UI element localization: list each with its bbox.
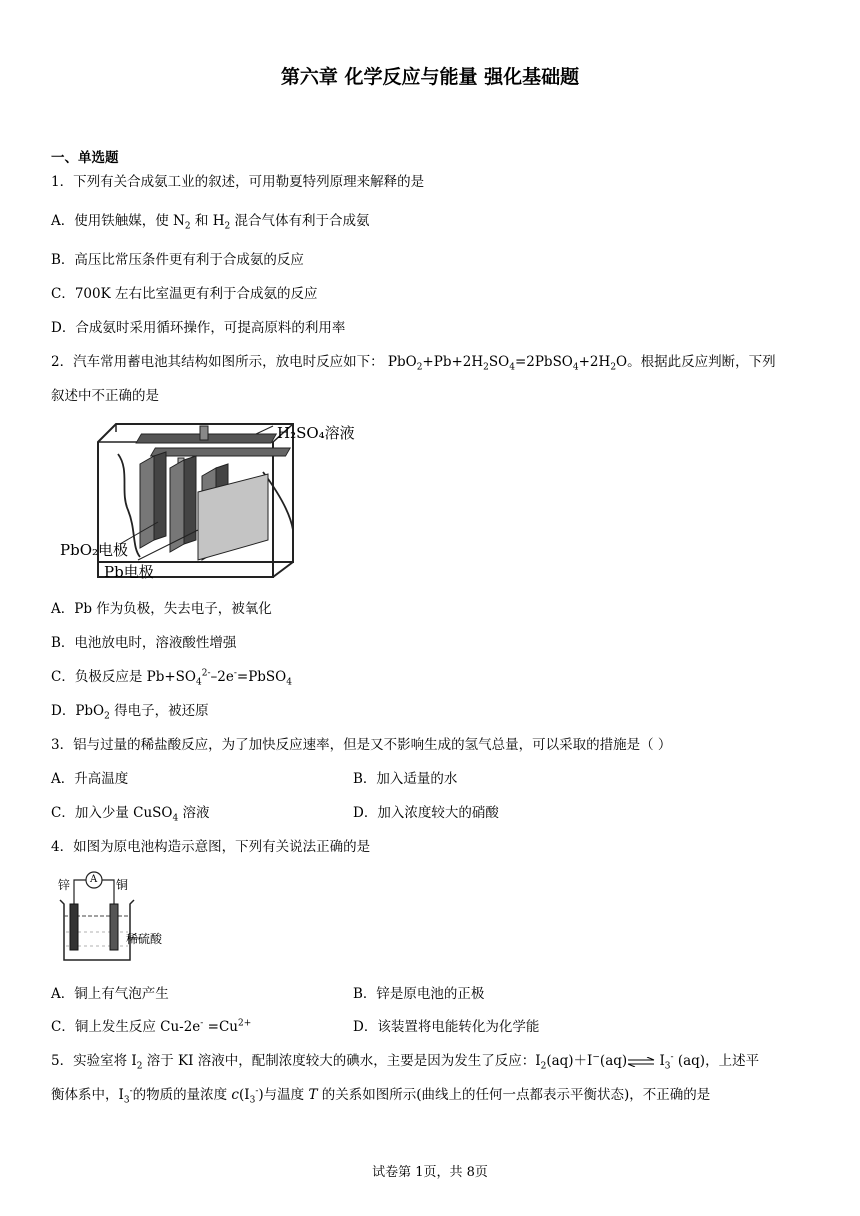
question-4-option-b: B．锌是原电池的正极 — [353, 986, 485, 1002]
question-3-option-b: B．加入适量的水 — [353, 771, 458, 787]
battery-label-acid: H₂SO₄溶液 — [277, 424, 355, 442]
question-3-option-c: C．加入少量 CuSO$_4$ 溶液 — [51, 805, 210, 824]
question-4-option-c: C．铜上发生反应 $Cu-2e^- =Cu^{2+}$ — [51, 1018, 252, 1035]
question-1-option-c: C．700K 左右比室温更有利于合成氨的反应 — [51, 286, 318, 302]
question-1-stem: 1．下列有关合成氨工业的叙述，可用勒夏特列原理来解释的是 — [51, 174, 425, 190]
question-2-option-c: C．负极反应是 $Pb+SO_4^{2-}-2e^-=PbSO_4$ — [51, 668, 292, 688]
question-4-option-d: D．该装置将电能转化为化学能 — [353, 1019, 540, 1035]
cell-label-zinc: 锌 — [58, 878, 71, 892]
question-5-stem-line2: 衡体系中，$I_3^-$的物质的量浓度 $c(I_3^-)$与温度 T 的关系如图所示(曲线上的任何一点都表示平衡状态)，不正确的是 — [51, 1086, 711, 1106]
question-2-option-a: A．Pb 作为负极，失去电子，被氧化 — [51, 601, 272, 617]
question-1-option-d: D．合成氨时采用循环操作，可提高原料的利用率 — [51, 320, 346, 336]
question-2-stem: 2．汽车常用蓄电池其结构如图所示，放电时反应如下： $PbO_2+Pb+2H_2SO_4=2PbSO_4+2H_2O$。根据此反应判断，下列 — [51, 354, 776, 373]
question-2-option-d: D．PbO$_2$ 得电子，被还原 — [51, 703, 209, 722]
question-1-option-b: B．高压比常压条件更有利于合成氨的反应 — [51, 252, 304, 268]
battery-label-pb: Pb电极 — [104, 563, 154, 581]
question-4-stem: 4．如图为原电池构造示意图，下列有关说法正确的是 — [51, 839, 371, 855]
question-3-option-a: A．升高温度 — [51, 771, 129, 787]
question-3-option-d: D．加入浓度较大的硝酸 — [353, 805, 499, 821]
question-2-stem-line2: 叙述中不正确的是 — [51, 388, 159, 404]
page-footer: 试卷第 1页，共 8页 — [372, 1165, 488, 1180]
question-2-option-b: B．电池放电时，溶液酸性增强 — [51, 635, 237, 651]
question-4-option-a: A．铜上有气泡产生 — [51, 986, 169, 1002]
cell-label-copper: 铜 — [116, 878, 129, 892]
question-1-option-a: A．使用铁触媒，使 $N_2$ 和 $H_2$ 混合气体有利于合成氨 — [51, 213, 370, 232]
equilibrium-arrow-icon — [627, 1057, 655, 1067]
question-3-stem: 3．铝与过量的稀盐酸反应，为了加快反应速率，但是又不影响生成的氢气总量，可以采取的措施是（ ） — [51, 737, 672, 753]
question-5-stem-line1: 5．实验室将 $I_2$ 溶于 KI 溶液中，配制浓度较大的碘水，主要是因为发生了反应：$I_2(aq)+I^-(aq)$ $I_3^-$ (aq)，上述平 — [51, 1052, 760, 1072]
page-title: 第六章 化学反应与能量 强化基础题 — [280, 66, 580, 88]
section-heading: 一、单选题 — [51, 150, 119, 166]
cell-label-acid: 稀硫酸 — [126, 932, 163, 946]
cell-meter-label: A — [90, 874, 98, 885]
battery-label-pbo2: PbO₂电极 — [60, 541, 129, 559]
